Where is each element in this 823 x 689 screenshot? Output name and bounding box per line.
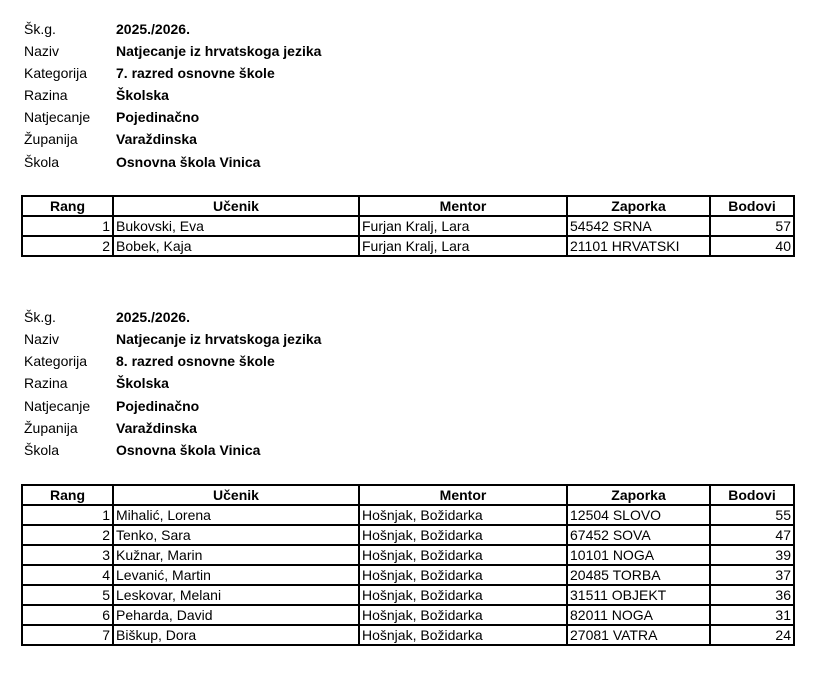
info-value: Osnovna škola Vinica (116, 154, 261, 170)
info-value: 2025./2026. (116, 309, 190, 325)
column-header-points: Bodovi (710, 196, 794, 216)
rank-cell: 2 (22, 236, 113, 256)
info-label: Šk.g. (24, 21, 56, 37)
points-cell: 37 (710, 565, 794, 585)
code-cell: 10101 NOGA (567, 545, 710, 565)
points-cell: 36 (710, 585, 794, 605)
student-cell: Peharda, David (113, 605, 359, 625)
student-cell: Bukovski, Eva (113, 216, 359, 236)
code-cell: 54542 SRNA (567, 216, 710, 236)
mentor-cell: Hošnjak, Božidarka (359, 605, 567, 625)
info-value: Varaždinska (116, 131, 197, 147)
table-header-row (22, 485, 794, 505)
table-header-row (22, 196, 794, 216)
info-label: Kategorija (24, 65, 88, 81)
student-cell: Tenko, Sara (113, 525, 359, 545)
points-cell: 31 (710, 605, 794, 625)
info-label: Razina (24, 87, 68, 103)
student-cell: Levanić, Martin (113, 565, 359, 585)
info-value: Varaždinska (116, 420, 197, 436)
points-cell: 55 (710, 505, 794, 525)
rank-cell: 1 (22, 216, 113, 236)
info-value: Natjecanje iz hrvatskoga jezika (116, 331, 322, 347)
points-cell: 47 (710, 525, 794, 545)
column-header-student: Učenik (113, 485, 359, 505)
code-cell: 20485 TORBA (567, 565, 710, 585)
mentor-cell: Hošnjak, Božidarka (359, 545, 567, 565)
info-label: Škola (24, 154, 60, 170)
table-row (22, 236, 794, 256)
info-label: Županija (24, 420, 78, 436)
column-header-mentor: Mentor (359, 485, 567, 505)
column-header-code: Zaporka (567, 485, 710, 505)
rank-cell: 5 (22, 585, 113, 605)
points-cell: 40 (710, 236, 794, 256)
info-label: Natjecanje (24, 398, 91, 414)
student-cell: Kužnar, Marin (113, 545, 359, 565)
mentor-cell: Hošnjak, Božidarka (359, 505, 567, 525)
code-cell: 31511 OBJEKT (567, 585, 710, 605)
info-label: Šk.g. (24, 309, 56, 325)
rank-cell: 6 (22, 605, 113, 625)
info-value: Školska (116, 375, 169, 391)
mentor-cell: Hošnjak, Božidarka (359, 525, 567, 545)
info-value: Natjecanje iz hrvatskoga jezika (116, 43, 322, 59)
table-row (22, 216, 794, 236)
info-value: 8. razred osnovne škole (116, 353, 275, 369)
rank-cell: 7 (22, 625, 113, 645)
mentor-cell: Furjan Kralj, Lara (359, 216, 567, 236)
code-cell: 21101 HRVATSKI (567, 236, 710, 256)
student-cell: Biškup, Dora (113, 625, 359, 645)
results-table (21, 484, 795, 646)
rank-cell: 3 (22, 545, 113, 565)
student-cell: Leskovar, Melani (113, 585, 359, 605)
mentor-cell: Hošnjak, Božidarka (359, 585, 567, 605)
rank-cell: 2 (22, 525, 113, 545)
info-label: Naziv (24, 43, 60, 59)
info-label: Županija (24, 131, 78, 147)
code-cell: 82011 NOGA (567, 605, 710, 625)
points-cell: 24 (710, 625, 794, 645)
code-cell: 67452 SOVA (567, 525, 710, 545)
rank-cell: 1 (22, 505, 113, 525)
table-row (22, 625, 794, 645)
table-row (22, 565, 794, 585)
table-row (22, 585, 794, 605)
mentor-cell: Hošnjak, Božidarka (359, 625, 567, 645)
points-cell: 57 (710, 216, 794, 236)
column-header-mentor: Mentor (359, 196, 567, 216)
table-row (22, 525, 794, 545)
info-value: Pojedinačno (116, 398, 200, 414)
mentor-cell: Hošnjak, Božidarka (359, 565, 567, 585)
info-value: Osnovna škola Vinica (116, 442, 261, 458)
column-header-code: Zaporka (567, 196, 710, 216)
info-value: Školska (116, 87, 169, 103)
info-value: 2025./2026. (116, 21, 190, 37)
column-header-student: Učenik (113, 196, 359, 216)
info-label: Naziv (24, 331, 60, 347)
info-value: 7. razred osnovne škole (116, 65, 275, 81)
student-cell: Bobek, Kaja (113, 236, 359, 256)
table-row (22, 605, 794, 625)
code-cell: 12504 SLOVO (567, 505, 710, 525)
results-table (21, 195, 795, 257)
student-cell: Mihalić, Lorena (113, 505, 359, 525)
points-cell: 39 (710, 545, 794, 565)
table-row (22, 545, 794, 565)
table-row (22, 505, 794, 525)
column-header-points: Bodovi (710, 485, 794, 505)
column-header-rank: Rang (22, 196, 113, 216)
rank-cell: 4 (22, 565, 113, 585)
column-header-rank: Rang (22, 485, 113, 505)
info-value: Pojedinačno (116, 109, 200, 125)
code-cell: 27081 VATRA (567, 625, 710, 645)
info-label: Škola (24, 442, 60, 458)
info-label: Razina (24, 375, 68, 391)
info-label: Kategorija (24, 353, 88, 369)
info-label: Natjecanje (24, 109, 91, 125)
mentor-cell: Furjan Kralj, Lara (359, 236, 567, 256)
